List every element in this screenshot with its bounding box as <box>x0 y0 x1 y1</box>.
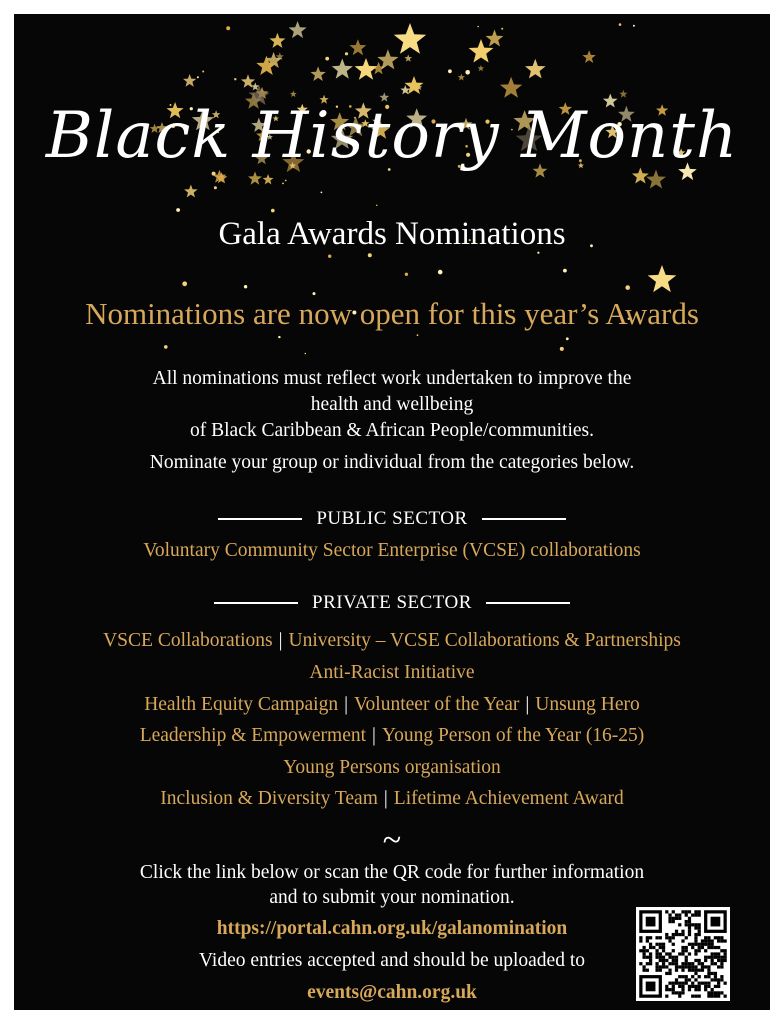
public-sector-heading <box>14 508 770 530</box>
category-row <box>14 662 770 684</box>
category-item: VSCE Collaborations <box>103 630 273 651</box>
star-icon <box>478 65 485 71</box>
call-to-action <box>74 860 710 910</box>
sparkle-dot <box>477 26 479 28</box>
sparkle-dot <box>305 353 307 355</box>
star-burst-decoration <box>14 14 770 394</box>
star-icon <box>582 50 595 63</box>
sparkle-dot <box>328 255 331 258</box>
star-icon <box>486 30 504 47</box>
category-item: Unsung Hero <box>535 694 640 715</box>
star-icon <box>404 54 412 61</box>
category-separator: | <box>383 788 388 809</box>
star-icon <box>500 77 522 98</box>
sparkle-dot <box>368 253 372 257</box>
sparkle-dot <box>176 208 180 212</box>
tilde-divider: ~ <box>382 822 402 859</box>
divider <box>482 518 566 520</box>
category-item: Young Person of the Year (16-25) <box>381 725 645 746</box>
category-item: Leadership & Empowerment <box>139 725 367 746</box>
star-icon <box>184 185 198 198</box>
sparkle-dot <box>448 69 452 73</box>
sparkle-dot <box>465 70 470 75</box>
email-link[interactable]: events@cahn.org.uk <box>307 982 477 1003</box>
intro-line: All nominations must reflect work undertaken to improve the <box>152 368 632 389</box>
divider <box>218 518 302 520</box>
section-label: PRIVATE SECTOR <box>312 592 472 613</box>
category-item: University – VCSE Collaborations & Partnerships <box>288 630 681 651</box>
private-sector-heading <box>14 592 770 614</box>
sparkle-dot <box>417 334 419 336</box>
star-icon <box>648 265 677 292</box>
sparkle-dot <box>164 345 168 349</box>
sparkle-dot <box>345 52 348 55</box>
subtitle: Gala Awards Nominations <box>218 216 566 252</box>
sparkle-dot <box>321 192 323 194</box>
category-row <box>14 788 770 810</box>
intro-instruction: Nominate your group or individual from the categories below. <box>149 452 635 473</box>
poster <box>14 14 770 1010</box>
category-row <box>14 725 770 747</box>
sparkle-dot <box>625 285 630 290</box>
category-item: Lifetime Achievement Award <box>393 788 624 809</box>
cta-line: Click the link below or scan the QR code for further information <box>139 862 645 883</box>
section-label: PUBLIC SECTOR <box>316 508 468 529</box>
sparkle-dot <box>438 270 443 275</box>
sparkle-dot <box>278 336 280 338</box>
sparkle-dot <box>197 76 199 78</box>
sparkle-dot <box>325 57 329 61</box>
sparkle-dot <box>202 71 204 73</box>
category-separator: | <box>525 694 530 715</box>
category-row <box>14 630 770 652</box>
sparkle-dot <box>376 205 378 207</box>
divider <box>486 602 570 604</box>
star-icon <box>310 66 325 81</box>
qr-code-icon[interactable] <box>636 907 730 1001</box>
star-icon <box>394 23 426 54</box>
sparkle-dot <box>182 281 187 286</box>
star-icon <box>216 172 228 183</box>
nomination-link[interactable]: https://portal.cahn.org.uk/galanomination <box>216 918 568 939</box>
sparkle-dot <box>234 78 236 80</box>
sparkle-dot <box>271 209 275 213</box>
category-row <box>14 694 770 716</box>
page-title: Black History Month <box>45 99 739 173</box>
star-icon <box>332 59 353 79</box>
sparkle-dot <box>405 273 408 276</box>
sparkle-dot <box>214 186 217 189</box>
cta-line: and to submit your nomination. <box>269 887 515 908</box>
sparkle-dot <box>244 285 247 288</box>
sparkle-dot <box>633 25 635 27</box>
category-item: Inclusion & Diversity Team <box>160 788 378 809</box>
star-icon <box>290 91 297 98</box>
category-item: Anti-Racist Initiative <box>309 662 475 683</box>
sparkle-dot <box>501 28 503 30</box>
divider <box>214 602 298 604</box>
star-icon <box>289 21 307 38</box>
category-item: Volunteer of the Year <box>353 694 520 715</box>
star-icon <box>263 174 274 184</box>
star-icon <box>183 74 196 87</box>
category-separator: | <box>278 630 283 651</box>
category-item: Young Persons organisation <box>283 757 501 778</box>
sparkle-dot <box>285 180 287 182</box>
star-icon <box>270 33 286 48</box>
sparkle-dot <box>619 23 622 26</box>
sparkle-dot <box>566 337 569 340</box>
sparkle-dot <box>563 269 567 273</box>
star-icon <box>458 74 465 81</box>
sparkle-dot <box>226 26 230 30</box>
video-note: Video entries accepted and should be uploaded to <box>199 950 585 971</box>
star-icon <box>469 39 494 63</box>
intro-text <box>74 366 710 444</box>
intro-line: health and wellbeing <box>310 394 474 415</box>
category-separator: | <box>344 694 348 715</box>
star-icon <box>619 90 627 98</box>
sparkle-dot <box>282 183 284 185</box>
star-icon <box>355 58 378 80</box>
public-category: Voluntary Community Sector Enterprise (VCSE) collaborations <box>143 540 641 561</box>
category-item: Health Equity Campaign <box>144 694 339 715</box>
star-icon <box>350 39 367 55</box>
sparkle-dot <box>560 347 564 351</box>
category-separator: | <box>372 725 376 746</box>
headline: Nominations are now open for this year’s Awards <box>85 296 699 331</box>
category-row <box>14 757 770 779</box>
intro-line: of Black Caribbean & African People/communities. <box>190 420 594 441</box>
star-icon <box>525 59 546 79</box>
sparkle-dot <box>313 292 316 295</box>
star-icon <box>248 171 262 184</box>
